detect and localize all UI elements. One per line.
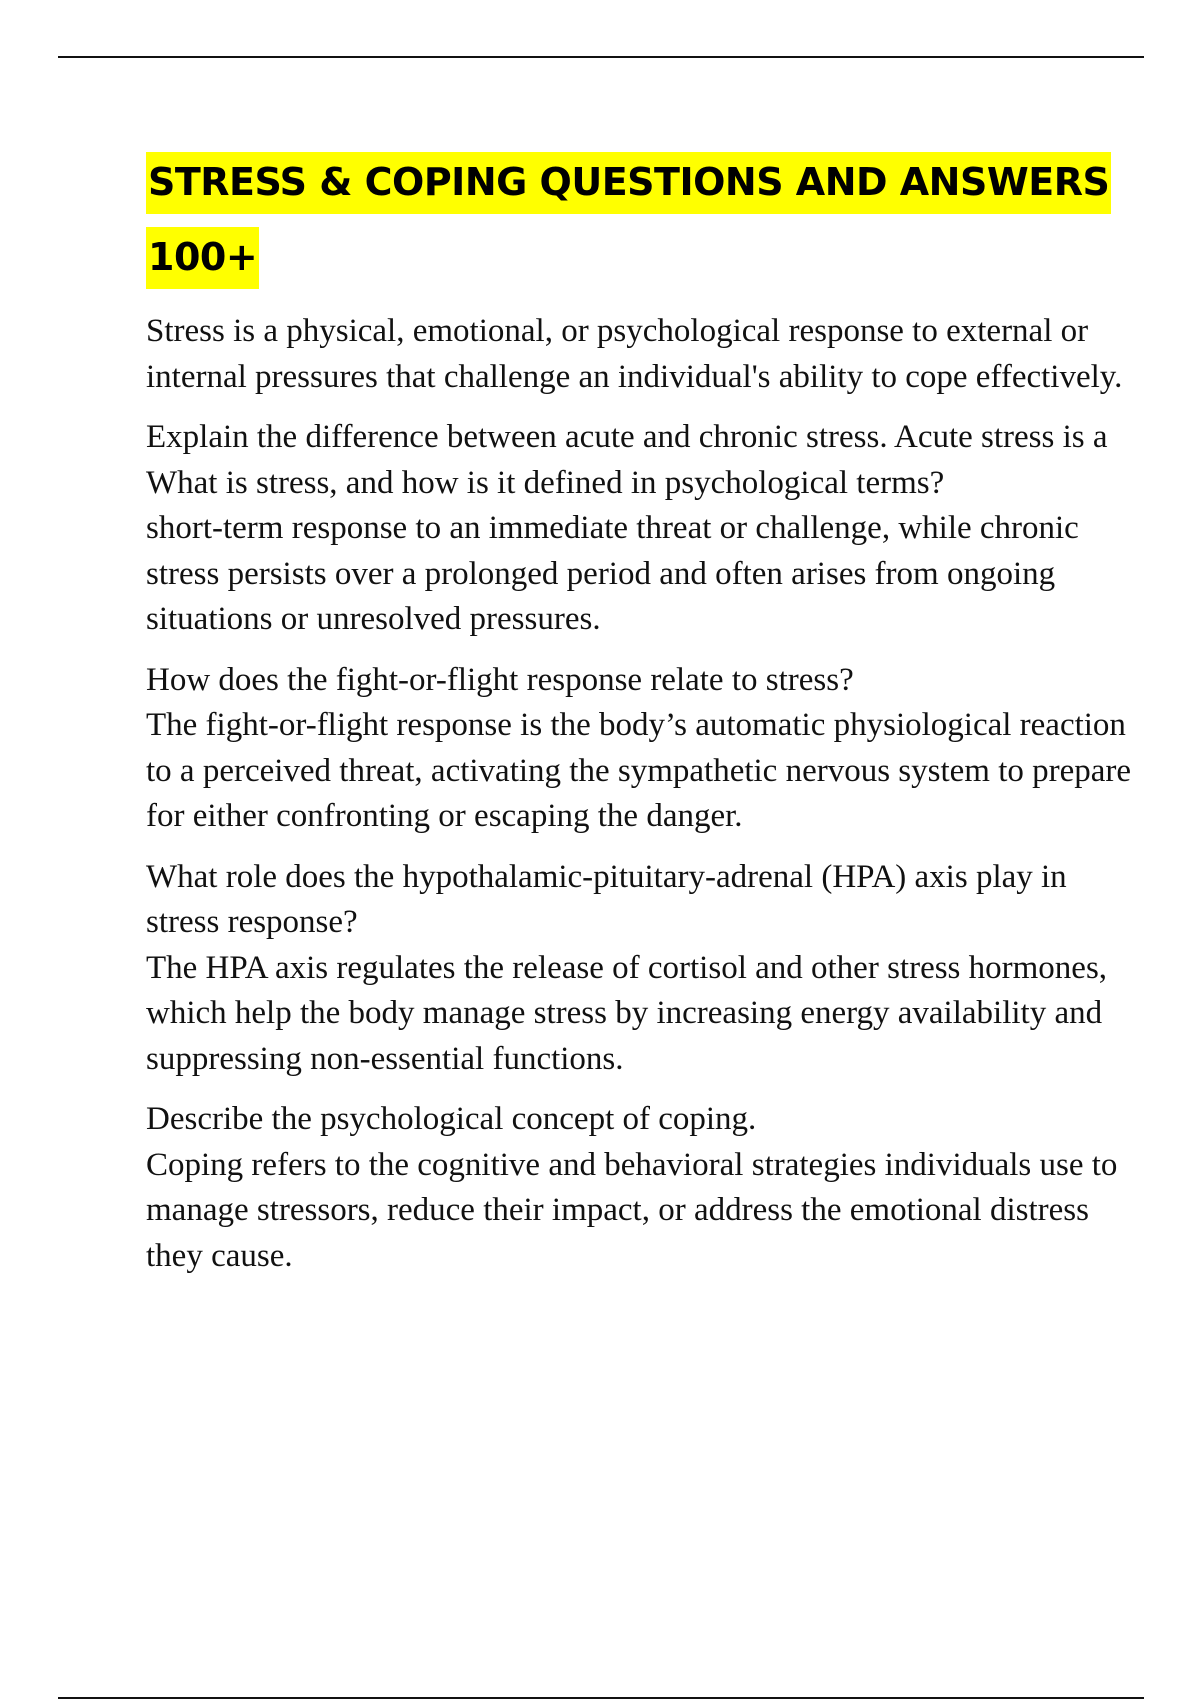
answer-text: Coping refers to the cognitive and behavioral strategies individuals use to manage stressors, reduce their impact, or address the emotional distress they cause. xyxy=(146,1146,1118,1274)
question-text: Explain the difference between acute and chronic stress. Acute stress is a What is stress, and how is it defined in psychological terms? xyxy=(146,419,1108,501)
qa-item-2 xyxy=(146,658,1136,840)
intro-paragraph: Stress is a physical, emotional, or psychological response to external or internal pressures that challenge an individual's ability to cope effectively. xyxy=(146,313,1123,395)
qa-item-4 xyxy=(146,1097,1136,1279)
question-text: What role does the hypothalamic-pituitary-adrenal (HPA) axis play in stress response? xyxy=(146,858,1067,940)
document-title xyxy=(146,145,1136,295)
title-highlight: STRESS & COPING QUESTIONS AND ANSWERS 100+ xyxy=(146,152,1111,289)
question-text: How does the fight-or-flight response relate to stress? xyxy=(146,661,854,698)
answer-text: The fight-or-flight response is the body’s automatic physiological reaction to a perceived threat, activating the sympathetic nervous system to prepare for either confronting or escaping the danger. xyxy=(146,707,1132,834)
document-body xyxy=(146,145,1136,1279)
answer-text: short-term response to an immediate threat or challenge, while chronic stress persists over a prolonged period and often arises from ongoing situations or unresolved pressures. xyxy=(146,510,1079,637)
bottom-rule xyxy=(58,1697,1144,1699)
top-rule xyxy=(58,56,1144,58)
qa-item-1 xyxy=(146,415,1136,643)
question-text: Describe the psychological concept of coping. xyxy=(146,1101,757,1137)
answer-text: The HPA axis regulates the release of cortisol and other stress hormones, which help the body manage stress by increasing energy availability and suppressing non-essential functions. xyxy=(146,949,1108,1077)
qa-item-3 xyxy=(146,855,1136,1083)
